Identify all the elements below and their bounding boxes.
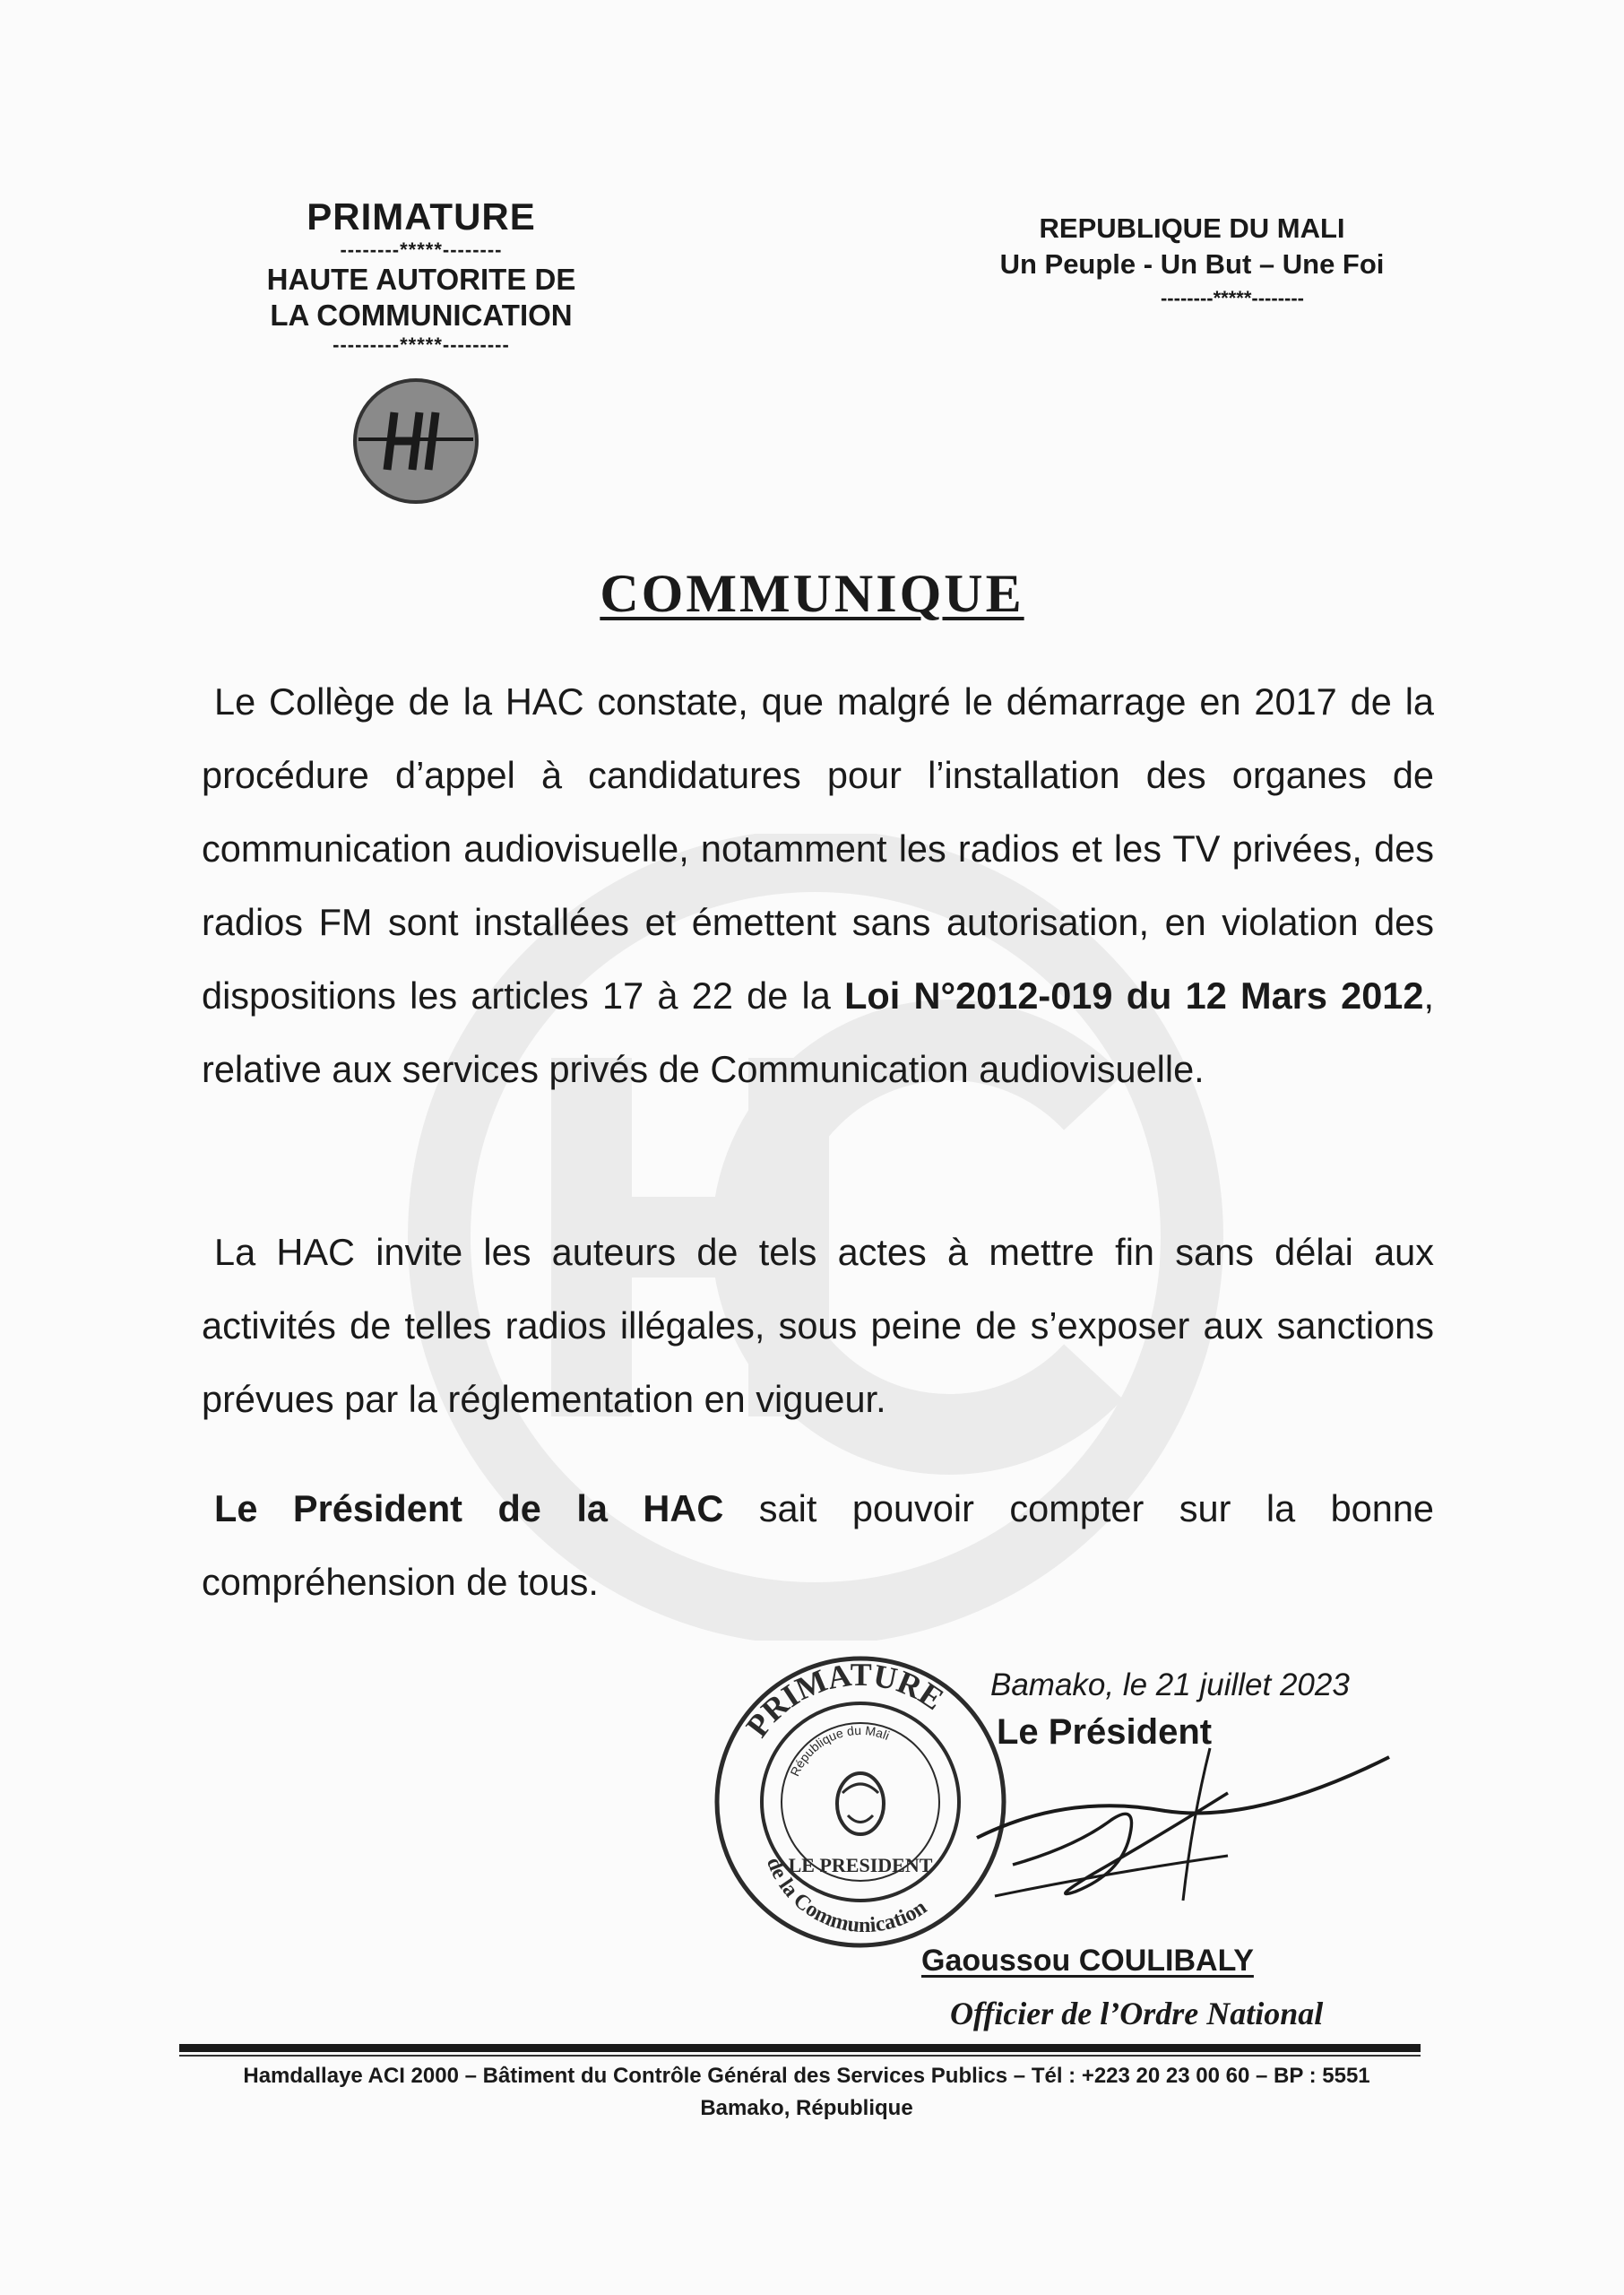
svg-text:République du Mali [787, 1723, 891, 1779]
law-reference: Loi N°2012-019 du 12 Mars 2012 [844, 974, 1424, 1017]
paragraph-2-text: La HAC invite les auteurs de tels actes à mettre fin sans délai aux activités de telles radios illégales, sous peine de s’exposer aux sanctions prévues par la réglementation en vigueur. [202, 1231, 1434, 1420]
paragraph-1 [202, 665, 1434, 1106]
hac-logo-icon [351, 377, 480, 506]
header-right [977, 211, 1407, 315]
president-reference: Le Président de la HAC [214, 1487, 724, 1529]
header-separator: --------*****-------- [340, 238, 503, 261]
stamp-inner-text: République du Mali [787, 1722, 892, 1779]
country-motto: Un Peuple - Un But – Une Foi [999, 248, 1385, 280]
stamp-band-text: LE PRESIDENT [788, 1854, 933, 1876]
header-separator: ---------*****--------- [333, 333, 510, 356]
country-name: REPUBLIQUE DU MALI [1039, 212, 1345, 244]
signatory-distinction: Officier de l’Ordre National [950, 1996, 1324, 2031]
footer-line-1: Hamdallaye ACI 2000 – Bâtiment du Contrôle Général des Services Publics – Tél : +223 20 23 00 60 – BP : 5551 [243, 2064, 1370, 2088]
handwritten-signature [959, 1739, 1407, 1918]
authority-name-line1: HAUTE AUTORITE DE [266, 263, 576, 296]
stamp-top-text: PRIMATURE [739, 1656, 951, 1744]
footer-address [179, 2060, 1434, 2125]
authority-name-line2: LA COMMUNICATION [270, 299, 573, 332]
paragraph-1-text-b: , relative aux services privés de Communication audiovisuelle. [202, 974, 1434, 1090]
paragraph-3 [202, 1472, 1434, 1619]
footer-divider [179, 2044, 1421, 2052]
paragraph-1-text-a: Le Collège de la HAC constate, que malgré le démarrage en 2017 de la procédure d’appel à candidatures pour l’installation des organes de communication audiovisuelle, notamment les radios et les TV privées, des radios FM sont installées et émettent sans autorisation, en violation des dispositions les articles 17 à 22 de la [202, 680, 1434, 1017]
signatory-name: Gaoussou COULIBALY [921, 1944, 1254, 1978]
stamp-bottom-text: de la Communication [761, 1854, 931, 1937]
ministry-name: PRIMATURE [307, 195, 536, 238]
date-line: Bamako, le 21 juillet 2023 [990, 1667, 1350, 1702]
title-text: COMMUNIQUE [600, 564, 1024, 623]
header-left [242, 195, 600, 357]
paragraph-3-text: sait pouvoir compter sur la bonne compréhension de tous. [202, 1487, 1435, 1603]
document-title [0, 563, 1624, 625]
signatory-role: Le Président [997, 1712, 1213, 1752]
footer-divider-thin [179, 2055, 1421, 2057]
header-separator: --------*****-------- [1160, 287, 1305, 309]
paragraph-2 [202, 1216, 1434, 1436]
footer-line-2: Bamako, République [700, 2096, 913, 2120]
